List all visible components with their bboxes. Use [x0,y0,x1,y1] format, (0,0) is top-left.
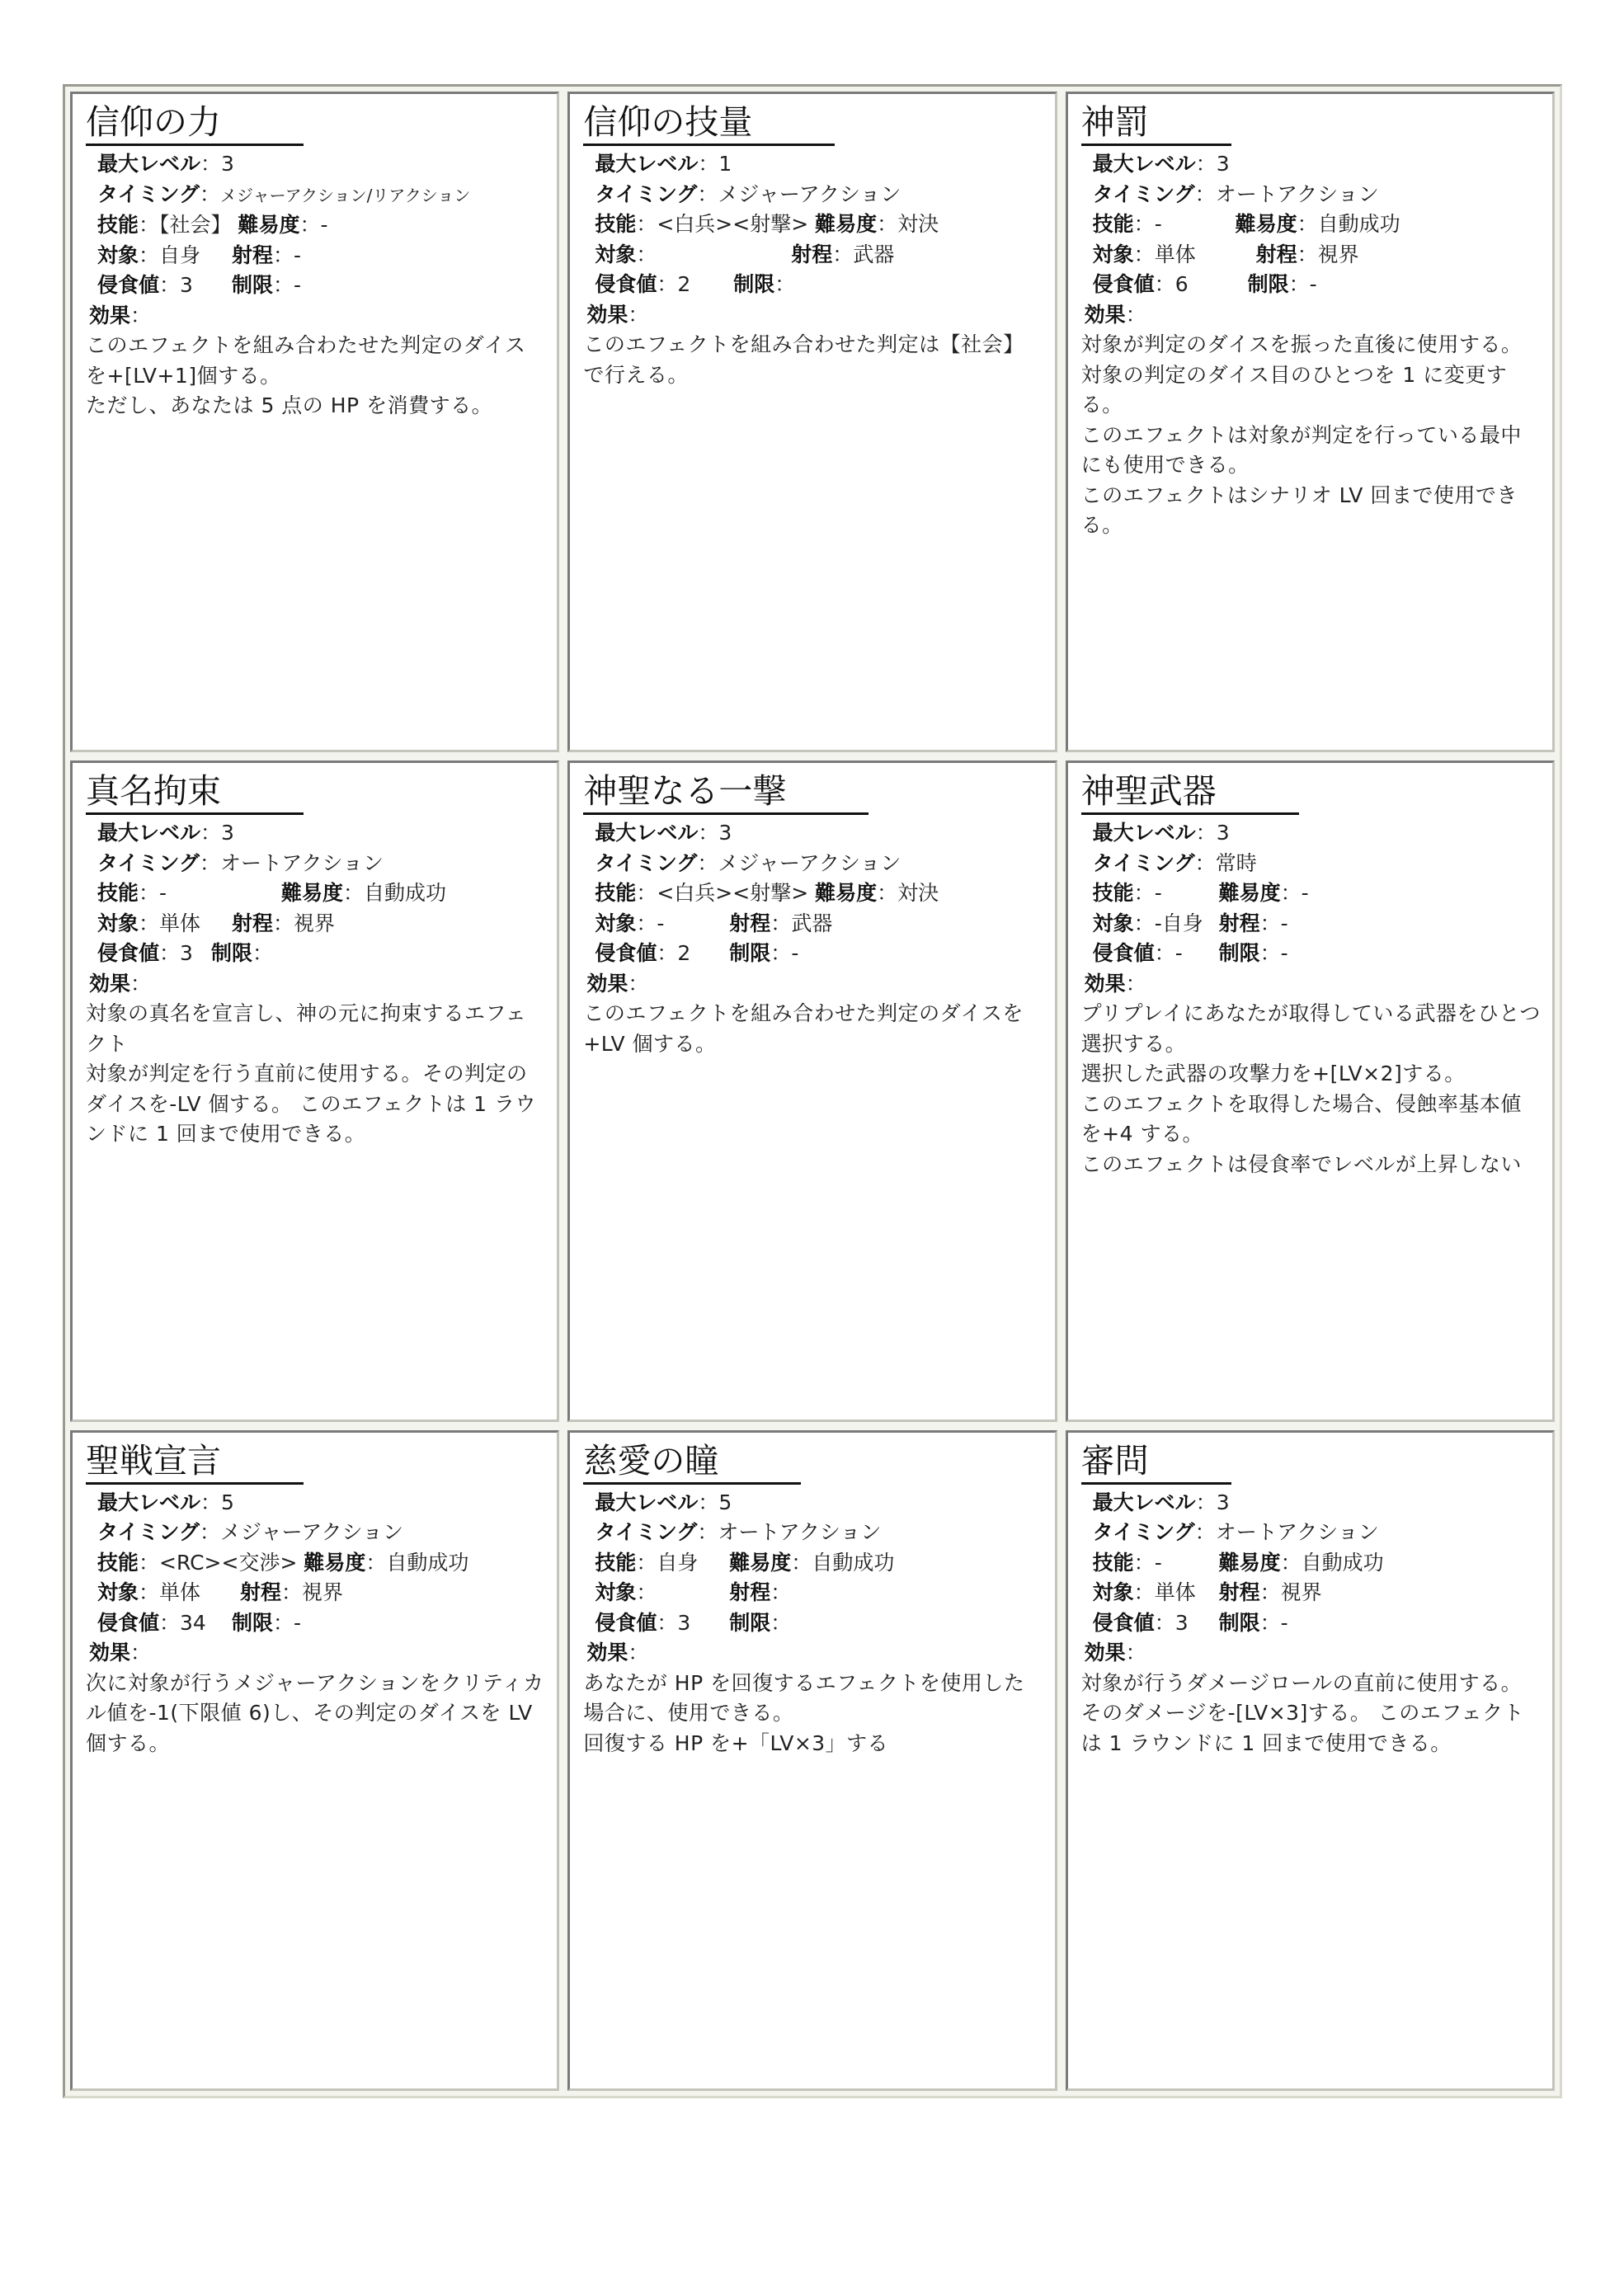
max-level-value: 3 [221,821,234,845]
target-row: 対象：自身 射程：- [97,242,302,267]
effect-paragraph: 対象が判定のダイスを振った直後に使用する。 [1080,332,1523,356]
max-level-row: 最大レベル：3 [97,152,234,176]
skill-row: 技能：<RC><交渉> 難易度：自動成功 [97,1550,469,1575]
card-title: 神聖武器 [1081,770,1299,815]
limit-label: 制限 [729,941,771,966]
skill-label: 技能 [1092,1550,1134,1575]
target-label: 対象 [97,1580,139,1605]
card-title: 信仰の力 [86,101,304,146]
skill-label: 技能 [1092,212,1134,236]
effect-paragraph: このエフェクトは侵食率でレベルが上昇しない [1080,1151,1522,1176]
skill-label: 技能 [97,1550,139,1575]
range-label: 射程 [791,242,833,266]
target-value: - [657,911,665,935]
effect-heading: 効果： [89,1641,152,1665]
target-value: -自身 [1154,911,1203,935]
max-level-row: 最大レベル：1 [595,152,732,176]
card-title: 真名拘束 [86,770,304,815]
erosion-value: 3 [1174,1610,1189,1635]
skill-value: <白兵><射撃> [657,881,809,906]
effect-paragraph: 回復する HP を+「LV×3」する [583,1730,889,1755]
skill-label: 技能 [595,1550,637,1575]
target-label: 対象 [1092,911,1134,935]
max-level-label: 最大レベル [1092,152,1196,176]
erosion-row: 侵食値：6 制限：- [1092,272,1317,296]
effect-paragraph: このエフェクトを組み合わせた判定は【社会】で行える。 [583,332,1024,387]
effect-text [583,330,1043,390]
effect-paragraph: ただし、あなたは 5 点の HP を消費する。 [86,393,493,417]
card-title: 聖戦宣言 [86,1439,304,1485]
skill-value: 【社会】 [159,213,232,237]
erosion-label: 侵食値 [595,1610,657,1635]
skill-value: <白兵><射撃> [657,212,809,236]
target-label: 対象 [595,242,637,266]
effect-card-6 [1066,760,1555,1421]
skill-row: 技能：【社会】 難易度：- [97,213,328,237]
effect-paragraph: そのダメージを-[LV×3]する。 このエフェクトは 1 ラウンドに 1 回まで使用できる。 [1080,1701,1525,1755]
timing-value: メジャーアクション [718,850,901,875]
effect-card-4 [70,760,559,1421]
erosion-label: 侵食値 [1092,272,1155,296]
effect-card-5 [567,760,1057,1421]
erosion-label: 侵食値 [595,272,657,296]
skill-row: 技能：- 難易度：自動成功 [1092,212,1400,236]
timing-value: メジャーアクション/リアクション [220,185,471,205]
difficulty-label: 難易度 [815,881,878,906]
effect-card-7 [70,1430,559,2091]
skill-value: - [159,881,167,906]
timing-label: タイミング [97,181,200,206]
skill-label: 技能 [595,212,637,236]
card-title: 審問 [1081,1439,1231,1485]
range-label: 射程 [231,242,273,267]
difficulty-value: 対決 [897,881,939,906]
target-row: 対象：- 射程：武器 [595,911,833,935]
effect-text [86,331,545,421]
erosion-value: 2 [677,272,691,296]
max-level-value: 3 [1216,1490,1230,1514]
effect-card-sheet [63,84,1562,2098]
max-level-value: 3 [221,152,234,176]
difficulty-label: 難易度 [280,881,343,906]
max-level-row: 最大レベル：3 [1092,152,1230,176]
skill-row: 技能：自身 難易度：自動成功 [595,1550,895,1575]
effect-paragraph: このエフェクトを組み合わたせた判定のダイスを+[LV+1]個する。 [86,333,526,388]
range-label: 射程 [231,911,273,935]
max-level-row: 最大レベル：5 [595,1490,732,1514]
erosion-value: 6 [1174,272,1189,296]
limit-label: 制限 [1247,272,1289,296]
card-grid [70,92,1555,2091]
erosion-label: 侵食値 [97,941,160,966]
difficulty-label: 難易度 [1218,1550,1281,1575]
erosion-row: 侵食値：3 制限： [595,1610,792,1635]
target-label: 対象 [1092,1580,1134,1605]
difficulty-value: 自動成功 [812,1550,895,1575]
range-label: 射程 [729,911,771,935]
max-level-value: 5 [221,1490,234,1514]
timing-row: タイミング：メジャーアクション [97,1520,404,1545]
effect-text [86,999,545,1150]
timing-label: タイミング [595,181,698,206]
erosion-row: 侵食値：2 制限：- [595,941,799,966]
difficulty-value: - [1301,881,1309,906]
target-row: 対象：単体 射程：視界 [97,911,335,935]
effect-heading: 効果： [1084,971,1146,996]
effect-label: 効果 [586,971,628,996]
timing-value: メジャーアクション [718,181,901,206]
max-level-label: 最大レベル [1092,821,1196,845]
effect-text [1081,1669,1541,1759]
max-level-row: 最大レベル：5 [97,1490,234,1514]
effect-paragraph: このエフェクトを取得した場合、侵蝕率基本値を+4 する。 [1080,1091,1522,1146]
timing-value: オートアクション [1215,1520,1379,1545]
max-level-row: 最大レベル：3 [595,821,732,845]
erosion-value: - [1174,941,1183,966]
difficulty-value: 対決 [897,212,939,236]
timing-row: タイミング：メジャーアクション [595,181,901,206]
target-row: 対象：-自身 射程：- [1092,911,1288,935]
effect-paragraph: 対象が判定を行う直前に使用する。その判定のダイスを-LV 個する。 このエフェクトは 1 ラウンドに 1 回まで使用できる。 [86,1062,536,1146]
limit-label: 制限 [1218,1610,1260,1635]
difficulty-label: 難易度 [238,213,300,237]
effect-paragraph: プリプレイにあなたが取得している武器をひとつ選択する。 [1080,1001,1541,1056]
difficulty-label: 難易度 [1218,881,1281,906]
target-label: 対象 [1092,242,1134,266]
range-value: 視界 [1280,1580,1322,1605]
range-value: 視界 [301,1580,343,1605]
erosion-value: 3 [677,1610,691,1635]
difficulty-label: 難易度 [815,212,878,236]
range-label: 射程 [1218,911,1260,935]
effect-heading: 効果： [586,971,649,996]
target-value: 単体 [159,1580,201,1605]
timing-label: タイミング [595,850,698,875]
timing-label: タイミング [1092,181,1195,206]
max-level-row: 最大レベル：3 [1092,1490,1230,1514]
effect-label: 効果 [89,303,131,327]
max-level-label: 最大レベル [595,1490,699,1514]
range-value: 武器 [853,242,895,266]
erosion-value: 3 [180,273,193,297]
target-label: 対象 [595,1580,637,1605]
target-value: 単体 [159,911,201,935]
skill-row: 技能：- 難易度：- [1092,881,1309,906]
max-level-label: 最大レベル [97,1490,201,1514]
max-level-row: 最大レベル：3 [97,821,234,845]
limit-label: 制限 [1218,941,1260,966]
timing-row: タイミング：常時 [1092,850,1257,875]
timing-label: タイミング [595,1520,698,1545]
timing-value: オートアクション [220,850,384,875]
range-value: 武器 [791,911,833,935]
card-title: 慈愛の瞳 [583,1439,801,1485]
erosion-value: 34 [180,1610,206,1635]
target-label: 対象 [97,242,139,267]
max-level-label: 最大レベル [1092,1490,1196,1514]
range-value: - [1280,911,1288,935]
effect-heading: 効果： [1084,1641,1146,1665]
erosion-value: 3 [180,941,193,966]
limit-value: - [293,1610,302,1635]
erosion-label: 侵食値 [595,941,657,966]
effect-paragraph: 次に対象が行うメジャーアクションをクリティカル値を-1(下限値 6)し、その判定のダイスを LV 個する。 [86,1670,544,1755]
timing-row: タイミング：オートアクション [1092,181,1379,206]
erosion-label: 侵食値 [97,1610,160,1635]
timing-value: メジャーアクション [220,1520,404,1545]
card-title: 神聖なる一撃 [583,770,868,815]
target-value: 単体 [1154,1580,1196,1605]
timing-label: タイミング [97,850,200,875]
timing-row: タイミング：メジャーアクション [595,850,901,875]
timing-row: タイミング：オートアクション [97,850,384,875]
skill-value: - [1154,881,1162,906]
erosion-label: 侵食値 [97,273,160,297]
effect-label: 効果 [1084,971,1126,996]
effect-text [583,1669,1043,1759]
skill-row: 技能：<白兵><射撃> 難易度：対決 [595,881,939,906]
erosion-row: 侵食値：3 制限： [97,941,273,966]
max-level-label: 最大レベル [97,152,201,176]
limit-value: - [1309,272,1317,296]
limit-value: - [791,941,799,966]
erosion-row: 侵食値：34 制限：- [97,1610,302,1635]
range-value: 視界 [1317,242,1359,266]
range-label: 射程 [729,1580,771,1605]
effect-text [583,999,1043,1059]
max-level-value: 1 [718,152,732,176]
effect-paragraph: このエフェクトは対象が判定を行っている最中にも使用できる。 [1080,422,1522,477]
effect-heading: 効果： [586,302,649,327]
effect-card-1 [70,92,559,752]
max-level-label: 最大レベル [97,821,201,845]
effect-label: 効果 [89,971,131,996]
skill-row: 技能：<白兵><射撃> 難易度：対決 [595,212,939,236]
effect-label: 効果 [89,1641,131,1665]
range-value: 視界 [293,911,335,935]
effect-paragraph: 対象の判定のダイス目のひとつを 1 に変更する。 [1080,362,1508,417]
effect-text [1081,330,1541,541]
difficulty-value: - [320,213,328,237]
erosion-row: 侵食値：- 制限：- [1092,941,1288,966]
max-level-label: 最大レベル [595,152,699,176]
skill-label: 技能 [97,881,139,906]
erosion-value: 2 [677,941,691,966]
target-row: 対象：単体 射程：視界 [1092,242,1359,266]
effect-paragraph: このエフェクトを組み合わせた判定のダイスを+LV 個する。 [583,1001,1024,1056]
limit-value: - [1280,1610,1288,1635]
effect-heading: 効果： [89,303,152,327]
skill-label: 技能 [97,213,139,237]
range-label: 射程 [1218,1580,1260,1605]
timing-row: タイミング：オートアクション [595,1520,882,1545]
max-level-value: 3 [1216,152,1230,176]
skill-label: 技能 [1092,881,1134,906]
effect-text [1081,999,1541,1179]
effect-card-9 [1066,1430,1555,2091]
max-level-row: 最大レベル：3 [1092,821,1230,845]
limit-value: - [293,273,302,297]
target-value: 単体 [1154,242,1196,266]
difficulty-value: 自動成功 [1301,1550,1384,1575]
difficulty-label: 難易度 [304,1550,366,1575]
skill-value: - [1154,212,1162,236]
max-level-value: 3 [1216,821,1230,845]
effect-paragraph: あなたが HP を回復するエフェクトを使用した場合に、使用できる。 [583,1670,1025,1726]
timing-row: タイミング：メジャーアクション/リアクション [97,181,471,206]
skill-value: 自身 [657,1550,699,1575]
effect-paragraph: 対象の真名を宣言し、神の元に拘束するエフェクト [86,1001,527,1056]
effect-text [86,1669,545,1759]
card-title: 信仰の技量 [583,101,835,146]
timing-label: タイミング [97,1520,200,1545]
difficulty-label: 難易度 [1235,212,1297,236]
timing-value: オートアクション [718,1520,882,1545]
skill-row: 技能：- 難易度：自動成功 [1092,1550,1384,1575]
timing-value: オートアクション [1215,181,1379,206]
range-label: 射程 [1255,242,1297,266]
effect-paragraph: このエフェクトはシナリオ LV 回まで使用できる。 [1080,483,1518,537]
effect-label: 効果 [586,1641,628,1665]
max-level-value: 5 [718,1490,732,1514]
difficulty-label: 難易度 [729,1550,792,1575]
limit-label: 制限 [231,273,273,297]
timing-row: タイミング：オートアクション [1092,1520,1379,1545]
effect-heading: 効果： [89,971,152,996]
timing-label: タイミング [1092,1520,1195,1545]
limit-label: 制限 [733,272,775,296]
skill-value: <RC><交渉> [159,1550,298,1575]
target-label: 対象 [97,911,139,935]
erosion-label: 侵食値 [1092,941,1155,966]
target-row: 対象： 射程： [595,1580,792,1605]
erosion-row: 侵食値：3 制限：- [97,273,302,297]
skill-label: 技能 [595,881,637,906]
range-label: 射程 [239,1580,281,1605]
effect-heading: 効果： [1084,302,1146,327]
skill-row: 技能：- 難易度：自動成功 [97,881,446,906]
effect-card-2 [567,92,1057,752]
erosion-row: 侵食値：2 制限： [595,272,796,296]
effect-paragraph: 対象が行うダメージロールの直前に使用する。 [1080,1670,1523,1695]
target-row: 対象：単体 射程：視界 [97,1580,343,1605]
erosion-row: 侵食値：3 制限：- [1092,1610,1288,1635]
target-label: 対象 [595,911,637,935]
erosion-label: 侵食値 [1092,1610,1155,1635]
difficulty-value: 自動成功 [363,881,446,906]
effect-label: 効果 [1084,302,1126,327]
limit-value: - [1280,941,1288,966]
target-value: 自身 [159,242,201,267]
target-row: 対象：単体 射程：視界 [1092,1580,1322,1605]
max-level-label: 最大レベル [595,821,699,845]
limit-label: 制限 [210,941,252,966]
effect-card-8 [567,1430,1057,2091]
limit-label: 制限 [729,1610,771,1635]
effect-label: 効果 [586,302,628,327]
timing-value: 常時 [1215,850,1257,875]
max-level-value: 3 [718,821,732,845]
target-row: 対象： 射程：武器 [595,242,895,266]
difficulty-value: 自動成功 [386,1550,469,1575]
difficulty-value: 自動成功 [1317,212,1400,236]
effect-heading: 効果： [586,1641,649,1665]
limit-label: 制限 [231,1610,273,1635]
effect-paragraph: 選択した武器の攻撃力を+[LV×2]する。 [1080,1062,1466,1086]
timing-label: タイミング [1092,850,1195,875]
effect-label: 効果 [1084,1641,1126,1665]
range-value: - [293,242,302,267]
card-title: 神罰 [1081,101,1231,146]
skill-value: - [1154,1550,1162,1575]
effect-card-3 [1066,92,1555,752]
